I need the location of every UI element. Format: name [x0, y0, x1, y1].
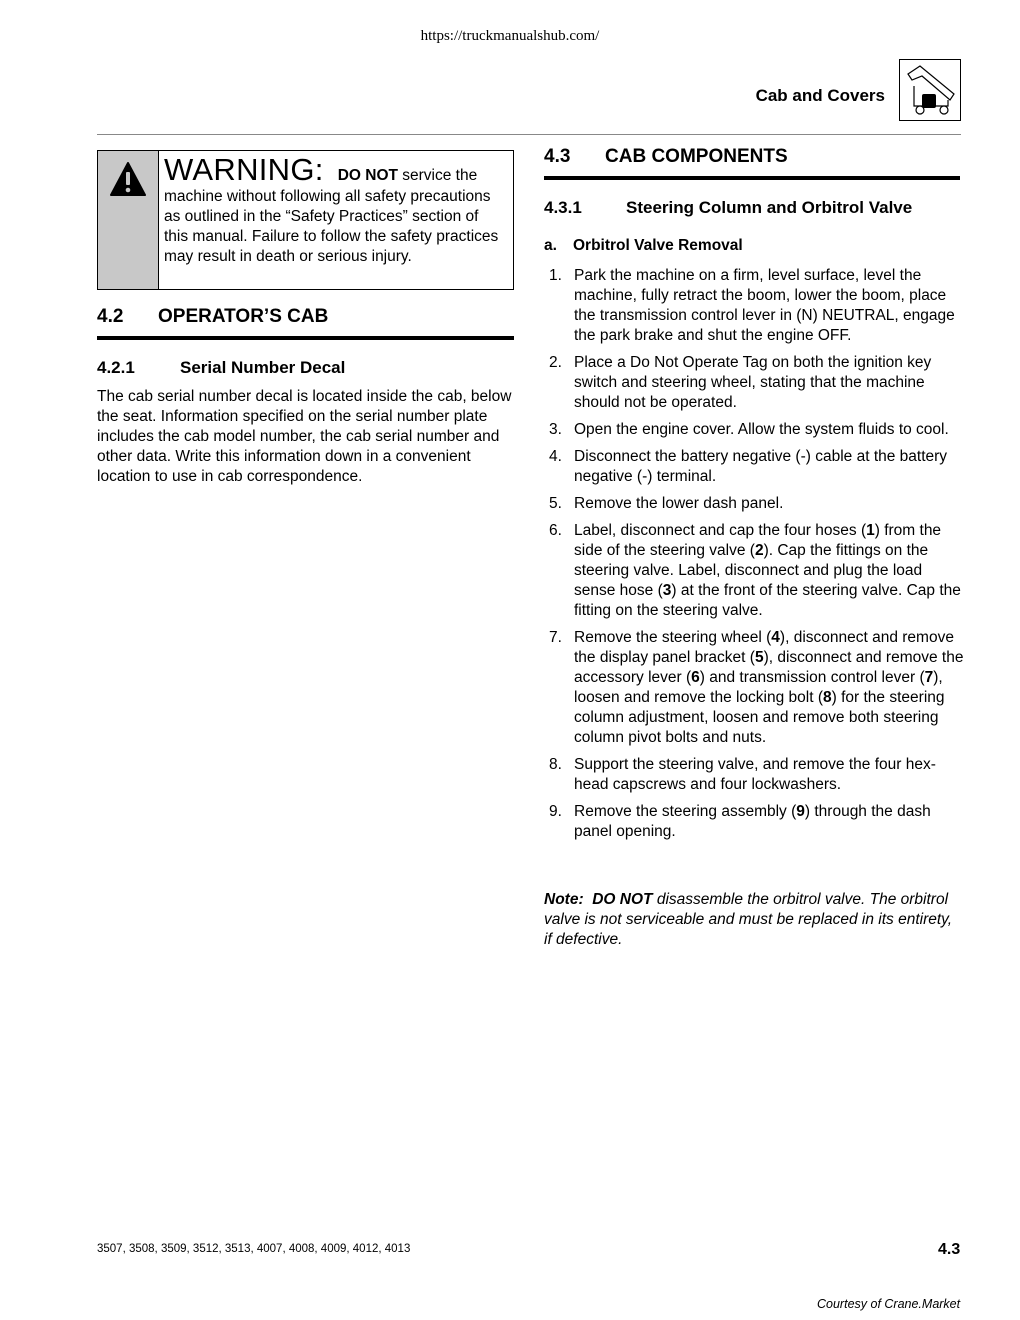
procedure-heading: [544, 237, 743, 255]
step-number: 4.: [549, 448, 562, 465]
step-text: ), disconnect and remove the accessory lever (: [574, 649, 964, 686]
callout-number: 6: [691, 669, 700, 686]
page-number: 4.3: [938, 1241, 961, 1258]
section-number: 4.3: [544, 146, 571, 167]
subsection-title: Steering Column and Orbitrol Valve: [626, 198, 913, 217]
section-title: CAB COMPONENTS: [605, 146, 788, 167]
step-text: ) for the steering column adjustment, loosen and remove both steering column pivot bolts and nuts.: [574, 689, 945, 746]
note-emphasis: DO NOT: [592, 891, 653, 908]
warning-message: [159, 151, 513, 289]
note-label: Note:: [544, 891, 584, 908]
section-title: OPERATOR’S CAB: [158, 306, 329, 327]
step-text: ), disconnect and remove the display panel bracket (: [574, 629, 954, 666]
step-text: ). Cap the fittings on the steering valve. Label, disconnect and plug the load sense hose (: [574, 542, 929, 599]
callout-number: 9: [796, 803, 805, 820]
step-number: 6.: [549, 522, 562, 539]
step-text: Remove the steering wheel (: [574, 629, 772, 646]
step-text: Remove the lower dash panel.: [574, 495, 784, 512]
procedure-letter: a.: [544, 237, 557, 254]
subsection-number: 4.3.1: [544, 198, 582, 217]
footer-model-list: 3507, 3508, 3509, 3512, 3513, 4007, 4008, 4009, 4012, 4013: [97, 1243, 411, 1255]
list-item: [544, 755, 964, 795]
step-number: 8.: [549, 756, 562, 773]
step-text: Support the steering valve, and remove the four hex-head capscrews and four lockwashers.: [574, 756, 936, 793]
callout-number: 7: [924, 669, 934, 686]
list-item: [544, 447, 964, 487]
callout-number: 2: [754, 542, 764, 559]
list-item: [544, 521, 964, 621]
warning-box: [97, 150, 514, 290]
header-divider: [97, 134, 961, 135]
note-body: disassemble the orbitrol valve. The orbitrol valve is not serviceable and must be replaced in its entirety, if defective.: [544, 891, 953, 948]
step-text: Remove the steering assembly (: [574, 803, 797, 820]
removal-steps-list: [544, 266, 964, 849]
chapter-title: Cab and Covers: [755, 86, 885, 105]
callout-number: 5: [754, 649, 764, 666]
serial-decal-paragraph: The cab serial number decal is located inside the cab, below the seat. Information specified on the serial number plate includes the cab model number, the cab serial number and other data. Write this information down in a convenient location to use in cab correspondence.: [97, 388, 512, 485]
step-text: Place a Do Not Operate Tag on both the ignition key switch and steering wheel, stating that the machine should not be operated.: [574, 354, 932, 411]
step-number: 2.: [549, 354, 562, 371]
callout-number: 8: [823, 689, 832, 706]
step-text: ), loosen and remove the locking bolt (: [574, 669, 943, 706]
note-paragraph: [544, 890, 964, 950]
subsection-heading-4-3-1: [544, 198, 912, 218]
section-heading-4-3: [544, 146, 960, 180]
section-number: 4.2: [97, 306, 124, 327]
list-item: [544, 628, 964, 748]
list-item: [544, 494, 964, 514]
step-text: ) at the front of the steering valve. Cap the fitting on the steering valve.: [574, 582, 961, 619]
list-item: [544, 266, 964, 346]
subsection-heading-4-2-1: [97, 358, 345, 378]
procedure-title: Orbitrol Valve Removal: [573, 237, 743, 254]
step-text: Label, disconnect and cap the four hoses (: [574, 522, 867, 539]
page-url: https://truckmanualshub.com/: [420, 28, 600, 44]
list-item: [544, 353, 964, 413]
step-text: Open the engine cover. Allow the system fluids to cool.: [574, 421, 949, 438]
step-number: 5.: [549, 495, 562, 512]
step-number: 7.: [549, 629, 562, 646]
warning-heading: WARNING:: [164, 152, 324, 187]
list-item: [544, 802, 964, 842]
step-text: ) and transmission control lever (: [699, 669, 925, 686]
step-text: Disconnect the battery negative (-) cable at the battery negative (-) terminal.: [574, 448, 948, 485]
step-text: ) from the side of the steering valve (: [574, 522, 942, 559]
list-item: [544, 420, 964, 440]
warning-sidebar: [98, 151, 159, 289]
subsection-title: Serial Number Decal: [180, 358, 346, 377]
step-number: 9.: [549, 803, 562, 820]
callout-number: 1: [866, 522, 875, 539]
callout-number: 3: [662, 582, 672, 599]
telehandler-icon: [899, 59, 961, 121]
step-text: ) through the dash panel opening.: [574, 803, 931, 840]
step-number: 3.: [549, 421, 562, 438]
step-text: Park the machine on a firm, level surface, level the machine, fully retract the boom, lower the boom, place the transmission control lever in (N) NEUTRAL, engage the park brake and shut the engine OFF.: [574, 267, 955, 344]
courtesy-credit: Courtesy of Crane.Market: [817, 1297, 961, 1311]
subsection-number: 4.2.1: [97, 358, 135, 377]
warning-emphasis: DO NOT: [337, 167, 398, 184]
step-number: 1.: [549, 267, 562, 284]
callout-number: 4: [771, 629, 780, 646]
section-heading-4-2: [97, 306, 514, 340]
warning-body: service the machine without following all safety precautions as outlined in the “Safety Practices” section of this manual. Failure to follow the safety practices may result in death or serious injury.: [164, 167, 499, 265]
